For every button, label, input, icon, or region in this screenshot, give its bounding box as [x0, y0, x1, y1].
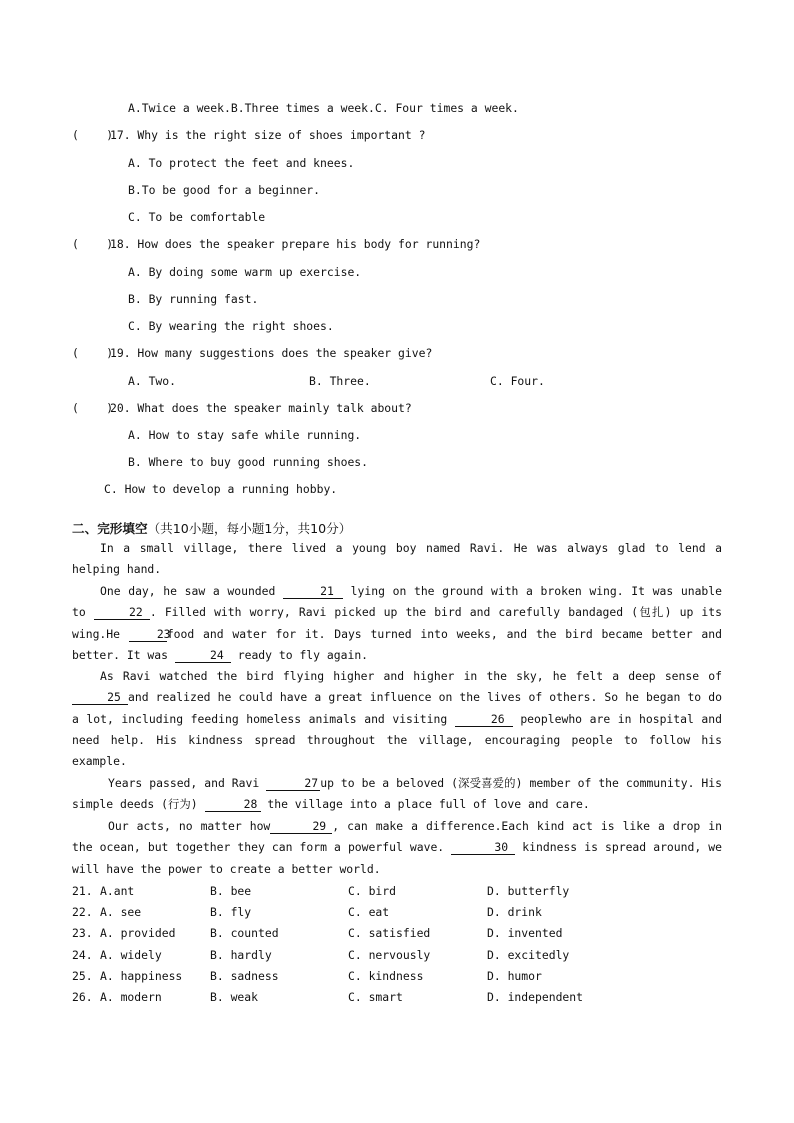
p4-text-a: Years passed, and Ravi	[108, 776, 267, 790]
passage-paragraph-5	[72, 816, 722, 880]
option-number: 26.	[72, 990, 93, 1004]
option-a: A. provided	[100, 926, 176, 940]
p3-text-c: and realized he could have a great influence on the lives of others. So he began to do a lot, including feeding homeless animals and visiting	[72, 690, 722, 726]
option-c: C. bird	[348, 884, 397, 898]
blank-24: 24	[175, 648, 231, 663]
p2-text-c: lying on the ground with a broken wing. It was unable to	[72, 584, 722, 620]
option-d: D. butterfly	[487, 884, 570, 898]
option-a: A. modern	[100, 990, 162, 1004]
option-number: 24.	[72, 948, 93, 962]
p3-text-d: peoplewho are in hospital and need help. His kindness spread throughout the village, encouraging people to follow his example.	[72, 711, 722, 769]
option-b: B. bee	[210, 884, 252, 898]
option-c: C. eat	[348, 905, 390, 919]
q17-paren: ( )	[72, 128, 114, 142]
q19-option-c: C. Four.	[490, 374, 545, 388]
blank-23: 23	[129, 627, 167, 642]
p5-text-a: Our acts, no matter how	[108, 819, 271, 833]
blank-27: 27	[266, 776, 320, 791]
q19-stem: 19. How many suggestions does the speaker give?	[110, 346, 433, 360]
option-a: A. see	[100, 905, 142, 919]
q17-stem: 17. Why is the right size of shoes important ?	[110, 128, 426, 142]
p2-text-d: . Filled with worry, Ravi picked up the bird and carefully bandaged (包扎) up its wing.He	[72, 605, 723, 641]
blank-28: 28	[205, 797, 261, 812]
q19-paren: ( )	[72, 346, 114, 360]
blank-29: 29	[270, 819, 332, 834]
option-b: B. hardly	[210, 948, 272, 962]
passage-paragraph-2	[72, 581, 722, 666]
q17-option-b: B.To be good for a beginner.	[128, 183, 321, 197]
passage-paragraph-1: In a small village, there lived a young boy named Ravi. He was always glad to lend a helping hand.	[72, 541, 722, 577]
q18-option-b: B. By running fast.	[128, 292, 259, 306]
q19-option-a: A. Two.	[128, 374, 177, 388]
q20-option-c: C. How to develop a running hobby.	[104, 482, 338, 496]
blank-25: 25	[72, 690, 128, 705]
passage-paragraph-4	[72, 773, 722, 816]
option-d: D. excitedly	[487, 948, 570, 962]
option-a: A. widely	[100, 948, 162, 962]
option-b: B. counted	[210, 926, 279, 940]
option-c: C. smart	[348, 990, 403, 1004]
q17-option-a: A. To protect the feet and knees.	[128, 156, 355, 170]
p4-text-c: up to be a beloved (深受喜爱的) member of the community. His simple deeds (行为)	[72, 776, 722, 812]
q20-option-b: B. Where to buy good running shoes.	[128, 455, 369, 469]
option-number: 21.	[72, 884, 93, 898]
p2-text-e: food and water for it. Days turned into weeks, and the bird became better and better. It was	[72, 626, 722, 662]
q18-option-a: A. By doing some warm up exercise.	[128, 265, 362, 279]
q16-options: A.Twice a week.B.Three times a week.C. Four times a week.	[128, 101, 519, 115]
blank-22: 22	[94, 605, 150, 620]
q20-paren: ( )	[72, 401, 114, 415]
blank-26: 26	[455, 712, 513, 727]
p5-text-c: , can make a difference.Each kind act is like a drop in the ocean, but together they can form a powerful wave.	[72, 819, 722, 855]
p3-text-a: As Ravi watched the bird flying higher and higher in the sky, he felt a deep sense of	[100, 669, 722, 683]
section-heading	[72, 518, 351, 537]
option-d: D. drink	[487, 905, 542, 919]
blank-21: 21	[283, 584, 343, 599]
q18-stem: 18. How does the speaker prepare his body for running?	[110, 237, 481, 251]
option-a: A. happiness	[100, 969, 183, 983]
p4-text-d: the village into a place full of love and care.	[260, 797, 590, 812]
option-d: D. independent	[487, 990, 584, 1004]
option-d: D. humor	[487, 969, 542, 983]
q18-option-c: C. By wearing the right shoes.	[128, 319, 334, 333]
option-number: 25.	[72, 969, 93, 983]
option-a: A.ant	[100, 884, 135, 898]
option-number: 23.	[72, 926, 93, 940]
option-d: D. invented	[487, 926, 563, 940]
section-title: 二、完形填空	[72, 521, 148, 536]
q20-stem: 20. What does the speaker mainly talk about?	[110, 401, 412, 415]
q18-paren: ( )	[72, 237, 114, 251]
option-b: B. sadness	[210, 969, 279, 983]
option-c: C. nervously	[348, 948, 431, 962]
option-c: C. kindness	[348, 969, 424, 983]
q19-option-b: B. Three.	[309, 374, 371, 388]
p2-text-f: ready to fly again.	[230, 647, 369, 662]
blank-30: 30	[451, 840, 515, 855]
option-b: B. fly	[210, 905, 252, 919]
option-number: 22.	[72, 905, 93, 919]
p2-text-a: One day, he saw a wounded	[100, 584, 284, 598]
q17-option-c: C. To be comfortable	[128, 210, 266, 224]
option-c: C. satisfied	[348, 926, 431, 940]
q20-option-a: A. How to stay safe while running.	[128, 428, 362, 442]
passage-paragraph-3	[72, 666, 722, 772]
section-subtitle: （共10小题，每小题1分，共10分）	[147, 521, 352, 536]
option-b: B. weak	[210, 990, 259, 1004]
p5-text-d: kindness is spread around, we will have the power to create a better world.	[72, 840, 722, 876]
